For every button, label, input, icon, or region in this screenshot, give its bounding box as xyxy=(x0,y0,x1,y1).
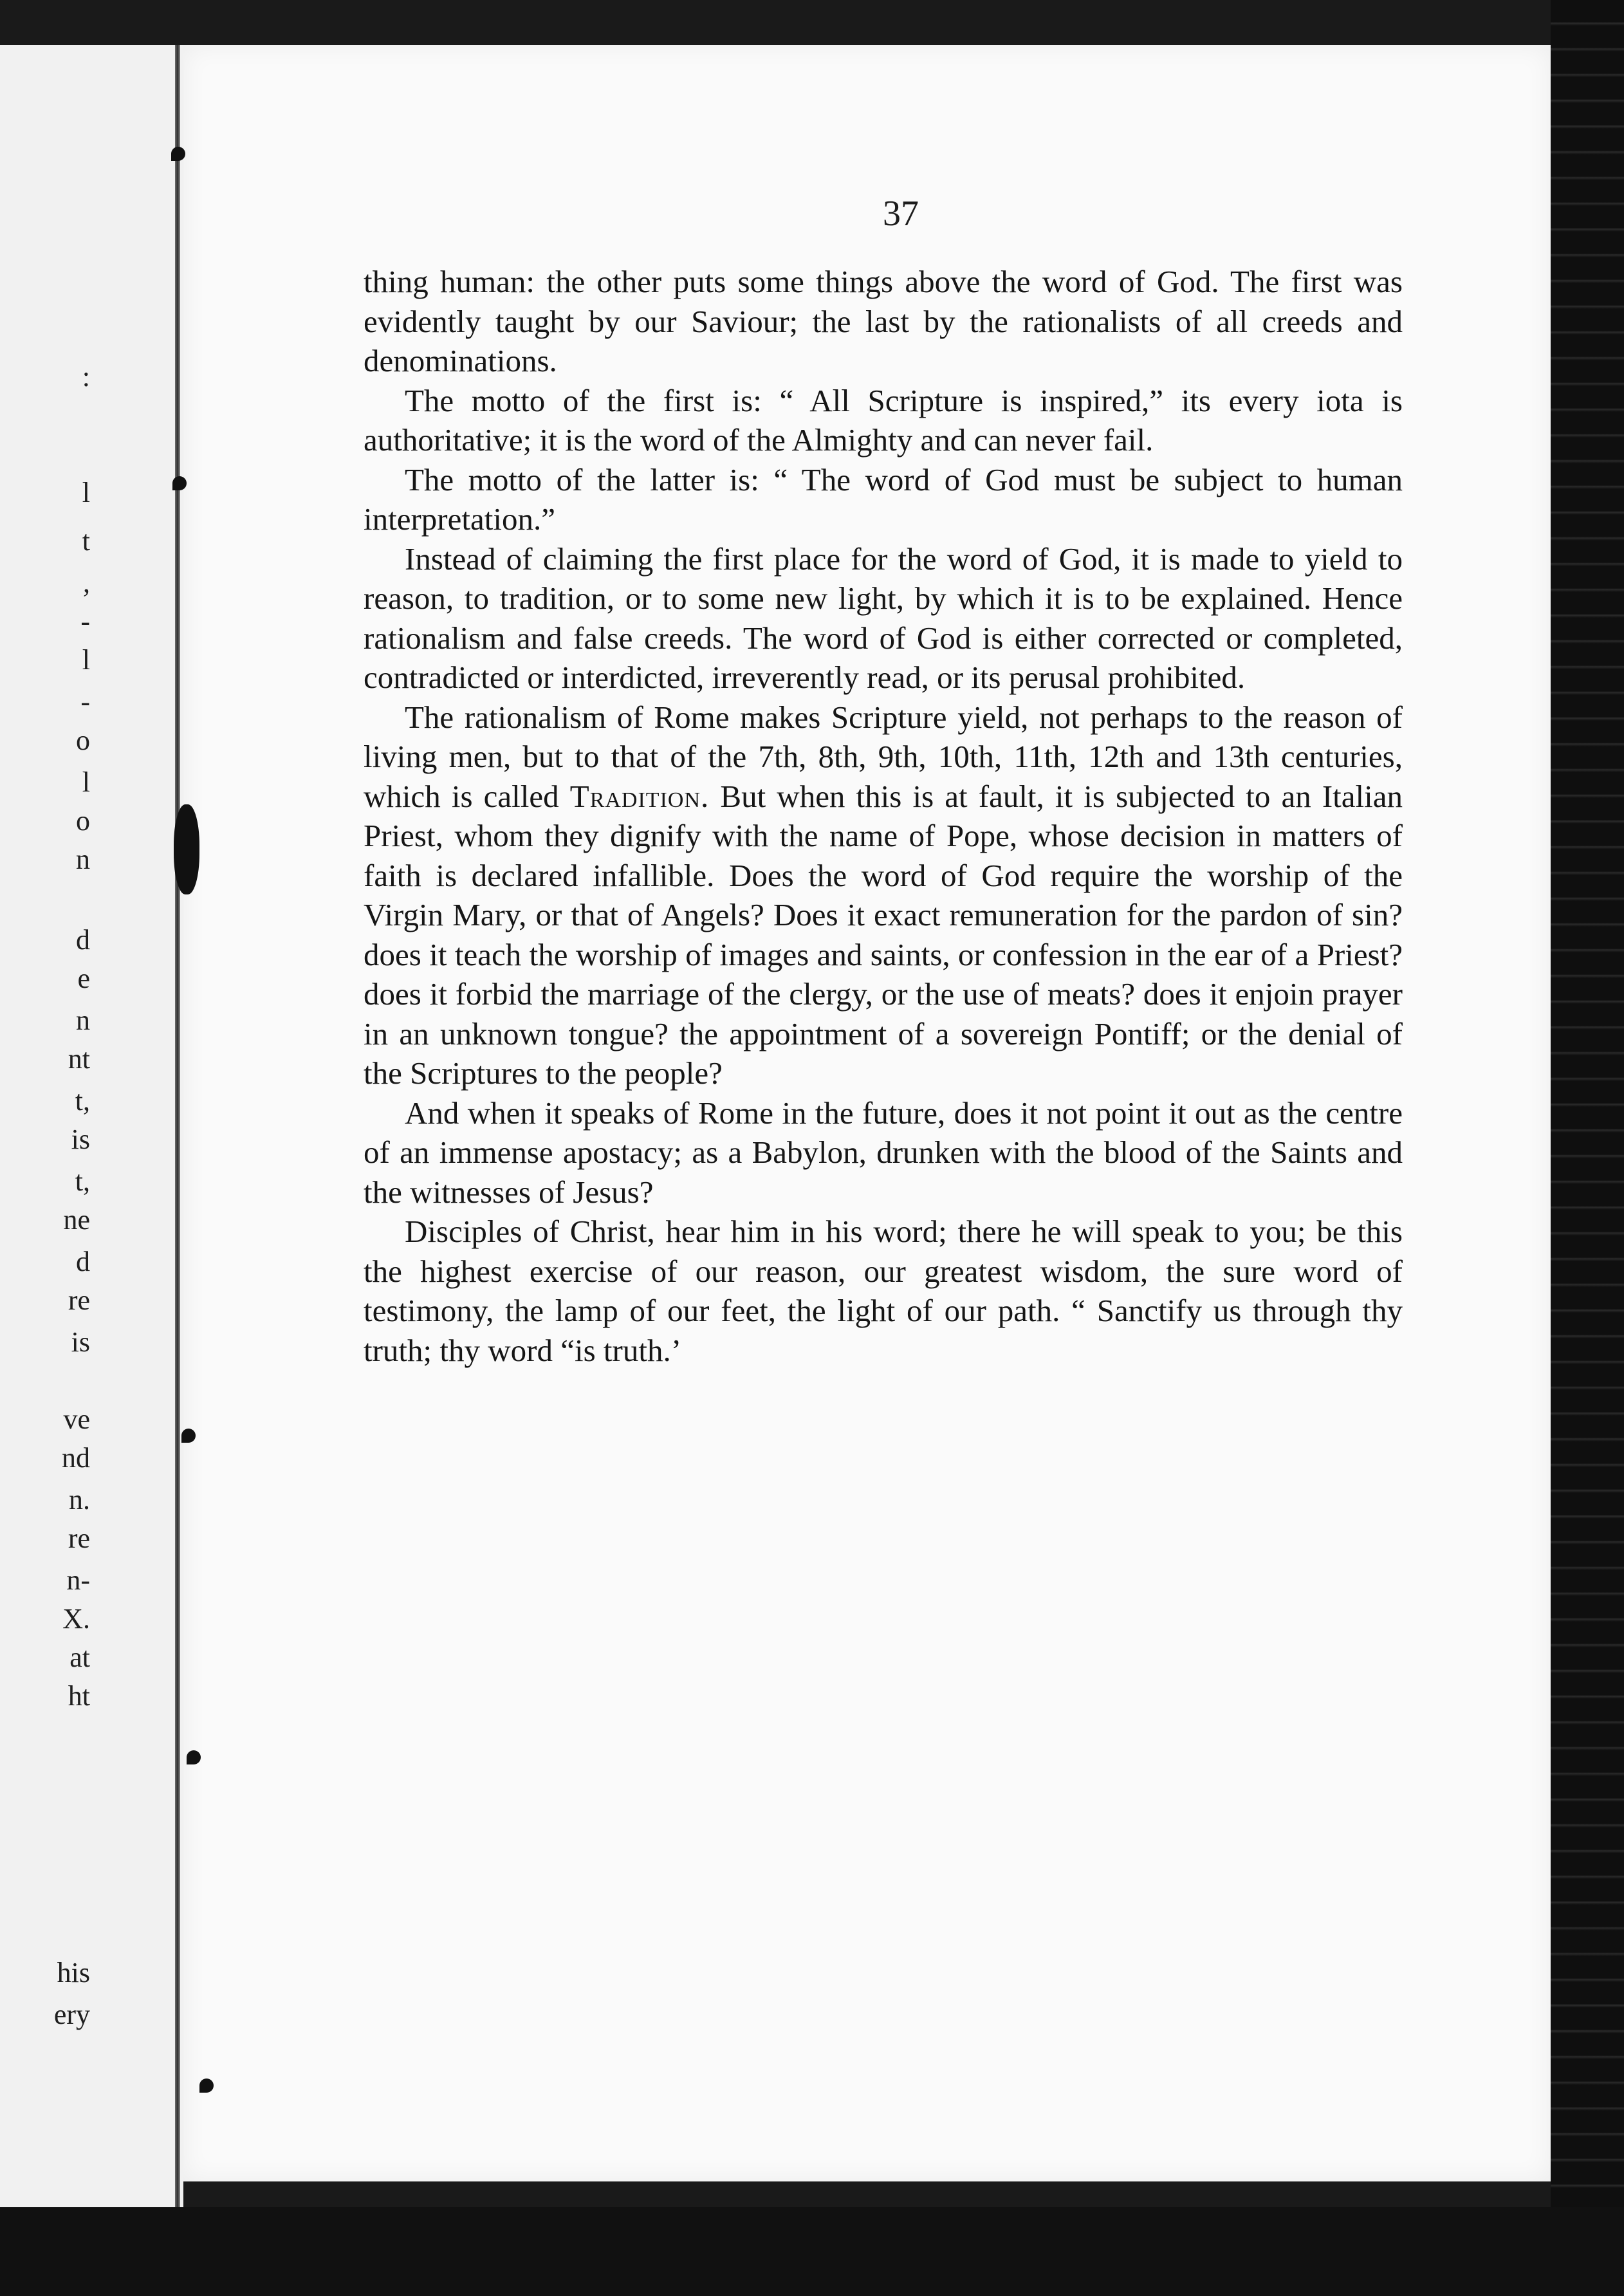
facing-page-fragment: ne xyxy=(63,1204,90,1236)
body-text xyxy=(364,262,1403,1370)
facing-page-fragment: is xyxy=(71,1124,90,1155)
facing-page-fragment: t, xyxy=(75,1085,90,1116)
facing-page-fragment: - xyxy=(80,606,90,637)
paragraph: thing human: the other puts some things above the word of God. The first was evidently taught by our Saviour; the last by the rationalists of all creeds and denominations. xyxy=(364,264,1403,378)
page-number: 37 xyxy=(883,194,919,234)
facing-page-fragment: l xyxy=(82,477,90,508)
facing-page-fragment: : xyxy=(82,361,90,393)
binding-stitch xyxy=(187,1750,201,1764)
facing-page-fragment: nt xyxy=(68,1043,90,1075)
paragraph: Instead of claiming the first place for the word of God, it is made to yield to reason, to tradition, or to some new light, by which it is to be explained. Hence rationalism and false creeds. The word of God is either corrected or completed, contradicted or interdicted, irreverently read, or its perusal prohibited. xyxy=(364,541,1403,695)
book-page xyxy=(183,45,1551,2181)
scan-background-bottom xyxy=(0,2207,1624,2296)
facing-page-fragment: e xyxy=(77,963,90,994)
facing-page-fragment: d xyxy=(76,1246,90,1277)
paragraph: The motto of the first is: “ All Scripture is inspired,” its every iota is authoritative; it is the word of the Almighty and can never fail. xyxy=(364,382,1403,458)
facing-page-fragment: ery xyxy=(53,1999,90,2030)
facing-page-strip xyxy=(0,45,183,2239)
paragraph-text: But when this is at fault, it is subjected to an Italian Priest, whom they dignify with the name of Pope, whose decision in matters of faith is declared infallible. Does the word of God require the worship of the Virgin Mary, or that of Angels? Does it exact remuneration for the pardon of sin? does it teach the worship of images and saints, or confession in the ear of a Priest? does it forbid the marriage of the clergy, or the use of meats? does it enjoin prayer in an unknown tongue? the appointment of a sovereign Pontiff; or the denial of the Scriptures to the people? xyxy=(364,778,1403,1091)
facing-page-fragment: n- xyxy=(66,1564,90,1596)
facing-page-fragment: n xyxy=(76,1004,90,1036)
facing-page-fragment: l xyxy=(82,766,90,798)
binding-stitch xyxy=(171,147,185,161)
paragraph: And when it speaks of Rome in the future, does it not point it out as the centre of an immense apostacy; as a Babylon, drunken with the blood of the Saints and the witnesses of Jesus? xyxy=(364,1095,1403,1210)
facing-page-fragment: o xyxy=(76,805,90,837)
facing-page-fragment: his xyxy=(57,1957,90,1988)
paragraph: Disciples of Christ, hear him in his word; there he will speak to you; be this the highest exercise of our reason, our greatest wisdom, the sure word of testimony, the lamp of our feet, the light of our path. “ Sanctify us through thy truth; thy word “is truth.’ xyxy=(364,1214,1403,1368)
facing-page-fragment: n xyxy=(76,844,90,875)
facing-page-fragment: ve xyxy=(63,1403,90,1435)
facing-page-fragment: l xyxy=(82,644,90,676)
paragraph-text: The rationalism of Rome makes Scripture yield, not perhaps to the reason of living men, but to that of the 7th, 8th, 9th, 10th, 11th, 12th and 13th centuries, which is called xyxy=(364,699,1403,814)
binding-stitch xyxy=(174,804,199,894)
facing-page-fragment: X. xyxy=(62,1603,90,1634)
facing-page-fragment: at xyxy=(69,1642,90,1673)
facing-page-fragment: t xyxy=(82,525,90,557)
facing-page-fragment: nd xyxy=(62,1442,90,1474)
paragraph xyxy=(364,698,1403,1093)
emphasized-term: Tradition. xyxy=(569,778,710,814)
facing-page-fragment: is xyxy=(71,1326,90,1358)
facing-page-fragment: re xyxy=(68,1523,90,1554)
facing-page-fragment: , xyxy=(83,567,90,598)
binding-stitch xyxy=(181,1429,196,1443)
binding-stitch xyxy=(199,2078,214,2093)
binding-gutter xyxy=(175,45,180,2207)
scan-background-right xyxy=(1551,0,1624,2296)
binding-stitch xyxy=(172,476,187,490)
facing-page-fragment: re xyxy=(68,1284,90,1316)
paragraph: The motto of the latter is: “ The word of God must be subject to human interpretation.” xyxy=(364,461,1403,537)
facing-page-fragment: t, xyxy=(75,1165,90,1197)
facing-page-fragment: o xyxy=(76,725,90,756)
facing-page-fragment: ht xyxy=(68,1680,90,1712)
facing-page-fragment: n. xyxy=(69,1484,90,1515)
facing-page-fragment: - xyxy=(80,686,90,718)
facing-page-fragment: d xyxy=(76,924,90,956)
